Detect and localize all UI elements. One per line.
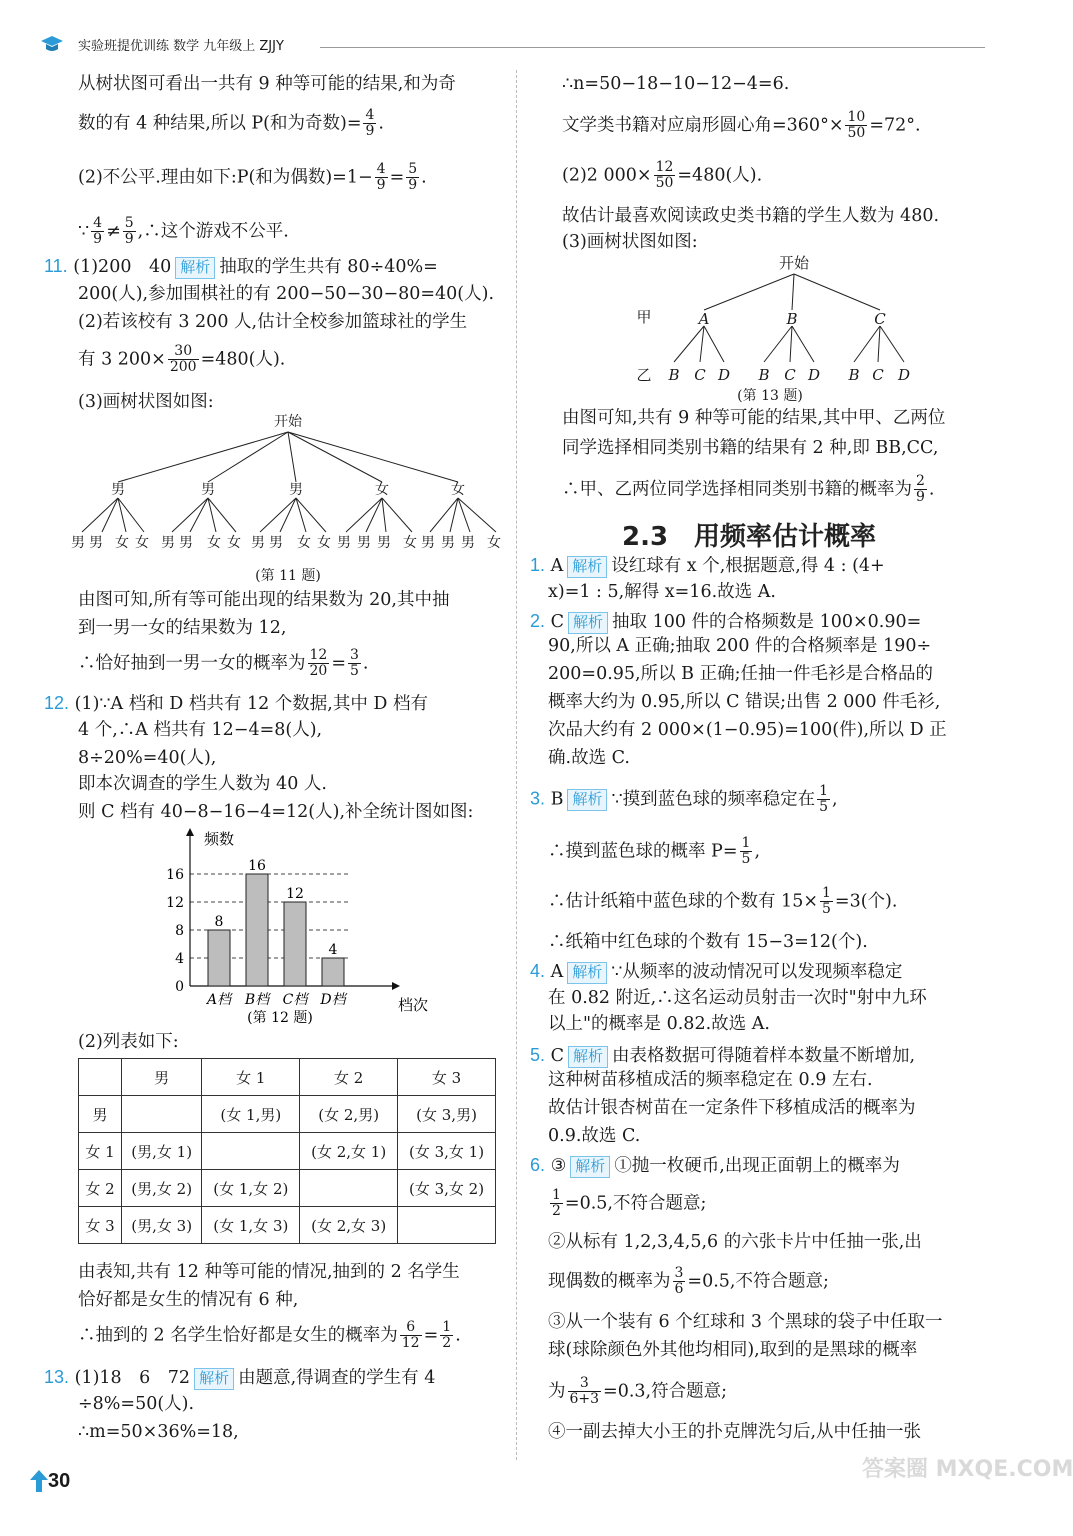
tree-leaf: D [897,366,911,384]
bar [208,930,230,986]
table-cell [202,1133,300,1170]
table-cell: 女 2 [300,1059,398,1096]
text-line: 200(人),参加围棋社的有 200−50−30−80=40(人). [78,284,495,304]
analysis-tag: 解析 [568,1046,608,1068]
category-label: A档 [206,992,232,1008]
tree-leaf: 男 [421,535,435,551]
tree-node: 女 [375,482,389,498]
y-tick-label: 12 [166,895,184,911]
tree-leaf: B [668,366,680,384]
fraction: $\frac{12}{20}$ [309,647,328,680]
answer-4: 4. A 解析 ∵从频率的波动情况可以发现频率稳定 [530,961,903,982]
table-cell: (女 1,女 2) [202,1170,300,1207]
table-cell [398,1207,496,1244]
tree-leaf: 女 [227,535,241,551]
text-line: 4 个,∴A 档共有 12−4=8(人), [78,720,323,740]
tree-leaf: 男 [161,535,175,551]
tree-leaf: 男 [337,535,351,551]
tree-leaf: 女 [297,535,311,551]
fraction: $\frac{10}{50}$ [847,109,866,142]
text-line: ∴抽到的 2 名学生恰好都是女生的概率为 $\frac{6}{12}$ = $\frac{1}{2}$ . [78,1319,461,1352]
fraction: $\frac{3}{6+3}$ [569,1375,600,1408]
table-cell: (女 1,女 3) [202,1207,300,1244]
text-line: ∴恰好抽到一男一女的概率为 $\frac{12}{20}$ = $\frac{3}{5}$ . [78,647,369,680]
text-line: 在 0.82 附近,∴这名运动员射击一次时"射中九环 [548,988,927,1008]
tree-root: 开始 [274,414,302,430]
text-line: (2)不公平.理由如下:P(和为偶数)=1− $\frac{4}{9}$ = $\frac{5}{9}$ . [78,161,427,194]
table-cell: 女 3 [79,1207,122,1244]
text-line: ∴甲、乙两位同学选择相同类别书籍的概率为 $\frac{2}{9}$ . [562,473,935,506]
text-line: 有 3 200× $\frac{30}{200}$ =480(人). [78,343,286,376]
text-line: ∴纸箱中红色球的个数有 15−3=12(个). [548,932,868,952]
question-11: 11. (1)200 40 解析 抽取的学生共有 80÷40%= [44,256,438,277]
category-label: B档 [244,992,270,1008]
tree-leaf: 男 [71,535,85,551]
text-line: ②从标有 1,2,3,4,5,6 的六张卡片中任抽一张,出 [548,1232,922,1252]
text-line: 数的有 4 种结果,所以 P(和为奇数)= $\frac{4}{9}$ . [78,107,384,140]
watermark: 答案圈 MXQE.COM [862,1457,1073,1482]
text-line: 故估计银杏树苗在一定条件下移植成活的概率为 [548,1098,916,1118]
tree-leaf: C [872,366,884,384]
text-line: 故估计最喜欢阅读政史类书籍的学生人数为 480. [562,206,940,226]
text-line: 90,所以 A 正确;抽取 200 件的合格频率是 190÷ [548,636,932,656]
fraction: $\frac{4}{9}$ [376,161,386,194]
section-title: 2.3 用频率估计概率 [622,522,877,552]
question-number: 12. [44,693,70,713]
text-line: ÷8%=50(人). [78,1394,195,1414]
text-line: (3)画树状图如图: [78,392,214,412]
fraction: $\frac{5}{9}$ [408,161,418,194]
table-cell: (女 1,男) [202,1096,300,1133]
header [40,34,990,60]
tree-leaf: 男 [441,535,455,551]
tree-leaf: B [848,366,860,384]
text-line: 次品大约有 2 000×(1−0.95)=100(件),所以 D 正 [548,720,947,740]
text-line: 由图可知,所有等可能出现的结果数为 20,其中抽 [78,590,450,610]
tree-leaf: 男 [357,535,371,551]
fraction: $\frac{30}{200}$ [169,343,197,376]
category-label: C档 [282,992,308,1008]
tree-leaf: 女 [115,535,129,551]
bar-data-label: 16 [248,858,266,874]
fraction: $\frac{6}{12}$ [401,1319,420,1352]
answer-6: 6. ③ 解析 ①抛一枚硬币,出现正面朝上的概率为 [530,1155,900,1176]
analysis-tag: 解析 [567,962,607,984]
fraction: $\frac{1}{5}$ [741,835,751,868]
text-line: 0.9.故选 C. [548,1126,641,1146]
text-line: $\frac{1}{2}$ =0.5,不符合题意; [552,1187,707,1220]
table-row [79,1170,496,1207]
question-number: 13. [44,1367,70,1387]
tree-leaf: 男 [89,535,103,551]
table-cell: (男,女 3) [122,1207,202,1244]
analysis-tag: 解析 [175,257,215,279]
table-cell [122,1096,202,1133]
row-label: 乙 [636,366,652,384]
tree-leaf: C [694,366,706,384]
figure-caption: (第 11 题) [255,568,321,584]
bar [284,902,306,986]
x-axis-label: 档次 [398,996,429,1014]
bar [322,958,344,986]
text-line: ③从一个装有 6 个红球和 3 个黑球的袋子中任取一 [548,1312,943,1332]
text-line: (2)2 000× $\frac{12}{50}$ =480(人). [562,159,763,192]
tree-leaf: D [807,366,821,384]
text-line: ∴摸到蓝色球的概率 P= $\frac{1}{5}$ , [548,835,761,868]
tree-leaf: 男 [269,535,283,551]
text-line: 确.故选 C. [548,748,630,768]
tree-leaf: 女 [317,535,331,551]
text-line: 现偶数的概率为 $\frac{3}{6}$ =0.5,不符合题意; [548,1265,829,1298]
tree-leaf: 女 [207,535,221,551]
column-divider [516,70,517,1460]
y-tick-label: 8 [175,923,184,939]
text-line: ④一副去掉大小王的扑克牌洗匀后,从中任抽一张 [548,1422,922,1442]
fraction: $\frac{1}{2}$ [552,1187,561,1220]
text-line: 200=0.95,所以 B 正确;任抽一件毛衫是合格品的 [548,664,933,684]
question-number: 1. [530,555,546,575]
text-line: 从树状图可看出一共有 9 种等可能的结果,和为奇 [78,74,456,94]
text-line: 8÷20%=40(人), [78,748,217,768]
text-line: ∴m=50×36%=18, [78,1422,239,1442]
y-tick-label: 4 [175,951,184,967]
question-number: 6. [530,1155,546,1175]
table-cell [300,1170,398,1207]
text-line: ∴估计纸箱中蓝色球的个数有 15× $\frac{1}{5}$ =3(个). [548,885,898,918]
table-cell: (女 3,女 2) [398,1170,496,1207]
tree-node: C [874,310,886,328]
text-line: 为 $\frac{3}{6+3}$ =0.3,符合题意; [548,1375,727,1408]
text-line: 由表知,共有 12 种等可能的情况,抽到的 2 名学生 [78,1262,460,1282]
tree-diagram-13 [620,252,920,412]
text-line: (2)若该校有 3 200 人,估计全校参加篮球社的学生 [78,312,468,332]
tree-node: B [786,310,798,328]
fraction: $\frac{4}{9}$ [365,107,375,140]
analysis-tag: 解析 [567,556,607,578]
tree-node: 男 [111,482,125,498]
table-row [79,1207,496,1244]
tree-node: A [698,310,710,328]
table-cell [79,1059,122,1096]
table-cell: 女 1 [79,1133,122,1170]
tree-leaf: B [758,366,770,384]
question-number: 11. [44,256,68,276]
x-axis-arrow-icon [392,982,400,990]
tree-node: 男 [201,482,215,498]
bar-chart [160,826,450,1026]
fraction: $\frac{4}{9}$ [93,215,103,248]
arrow-up-icon [30,1470,48,1492]
question-number: 2. [530,611,546,631]
bar-data-label: 12 [286,886,304,902]
row-label: 甲 [636,308,652,326]
figure-caption: (第 13 题) [737,388,803,404]
fraction: $\frac{12}{50}$ [655,159,674,192]
table-row [79,1133,496,1170]
tree-node: 女 [451,482,465,498]
text-line: 同学选择相同类别书籍的结果有 2 种,即 BB,CC, [562,438,939,458]
table-cell: (男,女 1) [122,1133,202,1170]
bar-data-label: 4 [328,942,338,958]
tree-leaf: 男 [179,535,193,551]
fraction: $\frac{1}{5}$ [819,783,829,816]
tree-root: 开始 [778,254,810,272]
table-cell: (女 3,男) [398,1096,496,1133]
text-line: ∴n=50−18−10−12−4=6. [562,74,790,94]
tree-leaf: 女 [403,535,417,551]
answer-3: 3. B 解析 ∵摸到蓝色球的频率稳定在 $\frac{1}{5}$ , [530,783,838,816]
text-line: 则 C 档有 40−8−16−4=12(人),补全统计图如图: [78,802,474,822]
bar [246,874,268,986]
analysis-tag: 解析 [568,612,608,634]
answer-5: 5. C 解析 由表格数据可得随着样本数量不断增加, [530,1045,916,1066]
text-line: 由图可知,共有 9 种等可能的结果,其中甲、乙两位 [562,408,946,428]
outcome-table [78,1058,496,1244]
table-cell: 女 2 [79,1170,122,1207]
analysis-tag: 解析 [567,789,607,811]
table-cell: 女 3 [398,1059,496,1096]
question-12: 12. (1)∵A 档和 D 档共有 12 个数据,其中 D 档有 [44,693,429,714]
bar-data-label: 8 [214,914,224,930]
text-line: x)=1 : 5,解得 x=16.故选 A. [548,582,776,602]
fraction: $\frac{3}{6}$ [674,1265,684,1298]
answer-2: 2. C 解析 抽取 100 件的合格频数是 100×0.90= [530,611,922,632]
text-line: 球(球除颜色外其他均相同),取到的是黑球的概率 [548,1340,918,1360]
analysis-tag: 解析 [570,1156,610,1178]
text-line: 这种树苗移植成活的频率稳定在 0.9 左右. [548,1070,873,1090]
fraction: $\frac{1}{5}$ [822,885,831,918]
text-line: (2)列表如下: [78,1032,179,1052]
tree-leaf: 男 [377,535,391,551]
question-number: 3. [530,788,546,809]
answer-1: 1. A 解析 设红球有 x 个,根据题意,得 4 : (4+ [530,555,885,576]
category-label: D档 [320,992,346,1008]
text-line: (3)画树状图如图: [562,232,698,252]
tree-leaf: 男 [251,535,265,551]
y-tick-label: 0 [175,979,184,995]
book-title: 实验班提优训练 数学 九年级上 ZJJY [78,39,284,54]
graduation-cap-icon [40,34,64,54]
figure-caption: (第 12 题) [247,1010,313,1026]
page-number: 30 [48,1470,71,1492]
tree-node: 男 [289,482,303,498]
text-line: 以上"的概率是 0.82.故选 A. [548,1014,770,1034]
fraction: $\frac{3}{5}$ [350,647,359,680]
header-rule [320,47,985,48]
table-cell: (女 3,女 1) [398,1133,496,1170]
analysis-tag: 解析 [194,1368,234,1390]
text-line: 概率大约为 0.95,所以 C 错误;出售 2 000 件毛衫, [548,692,941,712]
question-13: 13. (1)18 6 72 解析 由题意,得调查的学生有 4 [44,1367,436,1388]
y-axis-label: 频数 [204,830,235,848]
tree-leaf: C [784,366,796,384]
table-cell: 女 1 [202,1059,300,1096]
tree-leaf: D [717,366,731,384]
table-header-row [79,1059,496,1096]
table-cell: 男 [79,1096,122,1133]
fraction: $\frac{1}{2}$ [442,1319,452,1352]
text-line: 恰好都是女生的情况有 6 种, [78,1290,299,1310]
table-cell: 男 [122,1059,202,1096]
fraction: $\frac{5}{9}$ [124,215,134,248]
table-cell: (男,女 2) [122,1170,202,1207]
question-number: 5. [530,1045,546,1065]
tree-leaf: 男 [461,535,475,551]
table-cell: (女 2,男) [300,1096,398,1133]
y-axis-arrow-icon [186,828,194,836]
table-cell: (女 2,女 1) [300,1133,398,1170]
tree-leaf: 女 [487,535,501,551]
page-number-badge [30,1466,80,1498]
table-row [79,1096,496,1133]
question-number: 4. [530,961,546,981]
table-cell: (女 2,女 3) [300,1207,398,1244]
y-tick-label: 16 [166,867,184,883]
text-line: ∵ $\frac{4}{9}$ ≠ $\frac{5}{9}$ ,∴这个游戏不公平. [78,215,289,248]
fraction: $\frac{2}{9}$ [916,473,925,506]
text-line: 到一男一女的结果数为 12, [78,618,287,638]
text-line: 文学类书籍对应扇形圆心角=360°× $\frac{10}{50}$ =72°. [562,109,921,142]
tree-leaf: 女 [135,535,149,551]
text-line: 即本次调查的学生人数为 40 人. [78,774,327,794]
tree-diagram-11 [60,408,510,588]
